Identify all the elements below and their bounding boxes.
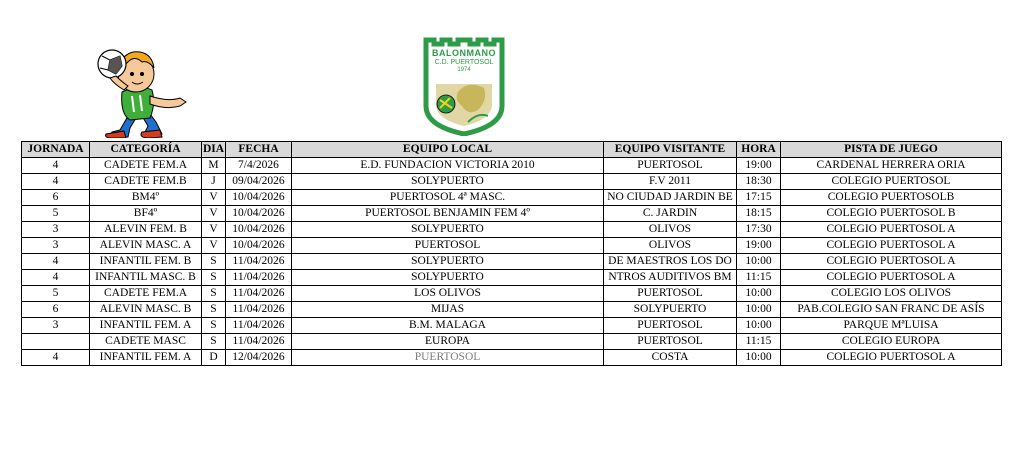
cell-jornada: 5 (22, 206, 90, 222)
cell-fecha: 12/04/2026 (226, 350, 292, 366)
cell-pista: COLEGIO PUERTOSOL A (781, 222, 1002, 238)
cell-local: PUERTOSOL (292, 350, 604, 366)
cell-visitante: NTROS AUDITIVOS BM (604, 270, 737, 286)
cell-fecha: 11/04/2026 (226, 334, 292, 350)
club-logo (418, 36, 510, 136)
cell-pista: PARQUE MªLUISA (781, 318, 1002, 334)
cell-dia: V (202, 190, 226, 206)
cell-visitante: F.V 2011 (604, 174, 737, 190)
table-row (22, 334, 1002, 350)
logo-year: 1974 (457, 67, 471, 73)
cell-pista: COLEGIO PUERTOSOL A (781, 270, 1002, 286)
cell-categoria: INFANTIL FEM. A (90, 318, 202, 334)
cell-categoria: BM4º (90, 190, 202, 206)
table-row (22, 206, 1002, 222)
cell-visitante: PUERTOSOL (604, 286, 737, 302)
table-row (22, 302, 1002, 318)
header-categoria: CATEGORÍA (90, 142, 202, 158)
table-row (22, 318, 1002, 334)
cell-jornada: 3 (22, 238, 90, 254)
cell-fecha: 11/04/2026 (226, 302, 292, 318)
cell-categoria: BF4º (90, 206, 202, 222)
cell-dia: S (202, 334, 226, 350)
cell-dia: D (202, 350, 226, 366)
cell-visitante: OLIVOS (604, 238, 737, 254)
cell-hora: 10:00 (737, 302, 781, 318)
cell-local: EUROPA (292, 334, 604, 350)
table-row (22, 222, 1002, 238)
cell-local: PUERTOSOL 4ª MASC. (292, 190, 604, 206)
cell-categoria: INFANTIL FEM. A (90, 350, 202, 366)
cell-categoria: CADETE FEM.B (90, 174, 202, 190)
table-header-row (22, 142, 1002, 158)
cell-categoria: INFANTIL MASC. B (90, 270, 202, 286)
cell-visitante: PUERTOSOL (604, 334, 737, 350)
cell-fecha: 10/04/2026 (226, 190, 292, 206)
cell-pista: COLEGIO PUERTOSOLB (781, 190, 1002, 206)
cell-visitante: DE MAESTROS LOS DO (604, 254, 737, 270)
cell-jornada: 6 (22, 190, 90, 206)
cell-visitante: OLIVOS (604, 222, 737, 238)
table-row (22, 158, 1002, 174)
table-row (22, 190, 1002, 206)
cell-fecha: 11/04/2026 (226, 270, 292, 286)
cell-dia: V (202, 206, 226, 222)
cell-jornada: 4 (22, 158, 90, 174)
table-row (22, 270, 1002, 286)
cell-fecha: 11/04/2026 (226, 318, 292, 334)
cell-hora: 10:00 (737, 254, 781, 270)
cell-dia: S (202, 270, 226, 286)
cell-hora: 18:15 (737, 206, 781, 222)
cell-fecha: 10/04/2026 (226, 238, 292, 254)
cell-fecha: 11/04/2026 (226, 254, 292, 270)
cell-hora: 11:15 (737, 270, 781, 286)
cell-visitante: NO CIUDAD JARDIN BE (604, 190, 737, 206)
cell-jornada: 4 (22, 270, 90, 286)
cell-pista: COLEGIO PUERTOSOL A (781, 254, 1002, 270)
cell-visitante: PUERTOSOL (604, 158, 737, 174)
cell-jornada: 6 (22, 302, 90, 318)
table-row (22, 350, 1002, 366)
cell-local: E.D. FUNDACION VICTORIA 2010 (292, 158, 604, 174)
cell-hora: 10:00 (737, 318, 781, 334)
cell-dia: S (202, 302, 226, 318)
cell-local: SOLYPUERTO (292, 270, 604, 286)
cell-pista: COLEGIO PUERTOSOL A (781, 350, 1002, 366)
cell-pista: PAB.COLEGIO SAN FRANC DE ASÍS (781, 302, 1002, 318)
cell-categoria: INFANTIL FEM. B (90, 254, 202, 270)
cell-categoria: CADETE MASC (90, 334, 202, 350)
table-row (22, 174, 1002, 190)
cell-pista: COLEGIO PUERTOSOL B (781, 206, 1002, 222)
cell-fecha: 10/04/2026 (226, 222, 292, 238)
cell-hora: 18:30 (737, 174, 781, 190)
cell-categoria: ALEVIN MASC. B (90, 302, 202, 318)
cell-categoria: ALEVIN FEM. B (90, 222, 202, 238)
header-dia: DIA (202, 142, 226, 158)
header-jornada: JORNADA (22, 142, 90, 158)
header-equipo-visitante: EQUIPO VISITANTE (604, 142, 737, 158)
cell-local: MIJAS (292, 302, 604, 318)
cell-hora: 11:15 (737, 334, 781, 350)
cell-hora: 17:15 (737, 190, 781, 206)
cell-hora: 19:00 (737, 238, 781, 254)
cell-categoria: ALEVIN MASC. A (90, 238, 202, 254)
cell-local: SOLYPUERTO (292, 222, 604, 238)
cell-hora: 19:00 (737, 158, 781, 174)
cell-dia: S (202, 286, 226, 302)
cell-jornada: 5 (22, 286, 90, 302)
cell-jornada: 4 (22, 350, 90, 366)
cell-hora: 10:00 (737, 350, 781, 366)
cell-dia: V (202, 222, 226, 238)
cell-fecha: 10/04/2026 (226, 206, 292, 222)
cell-local: PUERTOSOL BENJAMIN FEM 4º (292, 206, 604, 222)
cell-visitante: COSTA (604, 350, 737, 366)
cell-dia: S (202, 318, 226, 334)
cell-dia: S (202, 254, 226, 270)
cell-pista: COLEGIO EUROPA (781, 334, 1002, 350)
header-hora: HORA (737, 142, 781, 158)
cell-local: B.M. MALAGA (292, 318, 604, 334)
header-pista: PISTA DE JUEGO (781, 142, 1002, 158)
table-row (22, 286, 1002, 302)
cell-fecha: 11/04/2026 (226, 286, 292, 302)
cell-local: LOS OLIVOS (292, 286, 604, 302)
handball-mascot-icon (90, 38, 200, 138)
cell-pista: COLEGIO PUERTOSOL (781, 174, 1002, 190)
cell-fecha: 09/04/2026 (226, 174, 292, 190)
table-row (22, 238, 1002, 254)
logo-title: BALONMANO (432, 48, 496, 58)
header-fecha: FECHA (226, 142, 292, 158)
cell-dia: M (202, 158, 226, 174)
cell-local: SOLYPUERTO (292, 174, 604, 190)
cell-hora: 10:00 (737, 286, 781, 302)
cell-fecha: 7/4/2026 (226, 158, 292, 174)
cell-pista: COLEGIO LOS OLIVOS (781, 286, 1002, 302)
cell-jornada: 4 (22, 174, 90, 190)
match-schedule-table (21, 141, 1002, 366)
cell-dia: V (202, 238, 226, 254)
cell-jornada: 3 (22, 222, 90, 238)
cell-jornada: 3 (22, 318, 90, 334)
header-equipo-local: EQUIPO LOCAL (292, 142, 604, 158)
cell-local: SOLYPUERTO (292, 254, 604, 270)
cell-local: PUERTOSOL (292, 238, 604, 254)
table-row (22, 254, 1002, 270)
logo-subtitle: C.D. PUERTOSOL (434, 59, 494, 66)
cell-jornada: 4 (22, 254, 90, 270)
cell-categoria: CADETE FEM.A (90, 158, 202, 174)
cell-pista: COLEGIO PUERTOSOL A (781, 238, 1002, 254)
cell-categoria: CADETE FEM.A (90, 286, 202, 302)
cell-hora: 17:30 (737, 222, 781, 238)
cell-pista: CARDENAL HERRERA ORIA (781, 158, 1002, 174)
cell-visitante: PUERTOSOL (604, 318, 737, 334)
cell-dia: J (202, 174, 226, 190)
cell-visitante: C. JARDIN (604, 206, 737, 222)
cell-jornada (22, 334, 90, 350)
cell-visitante: SOLYPUERTO (604, 302, 737, 318)
